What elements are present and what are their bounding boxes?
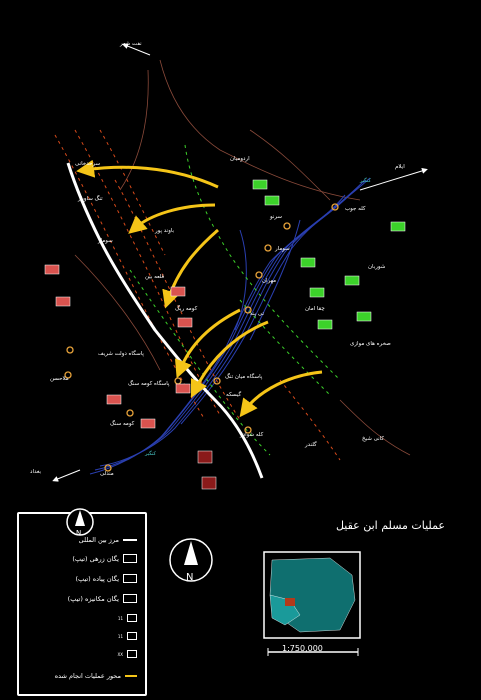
map-title: عملیات مسلم ابن عقیل — [335, 519, 445, 532]
label-shurban: شوربان — [368, 264, 386, 270]
international-border — [68, 163, 265, 478]
svg-text:کنگیر: کنگیر — [145, 451, 156, 457]
label-tang-sabvar: تنگ ساوبار — [78, 196, 103, 202]
label-pasgah-miantang: پاسگاه میان تنگ — [225, 374, 263, 380]
scale-text: 1:750,000 — [282, 644, 323, 653]
iran-units — [253, 180, 405, 329]
label-pasgah-kumeh: پاسگاه کومه سنگ — [128, 381, 170, 387]
label-sumar-b: سومار — [98, 238, 113, 244]
attack-arrow-icon — [125, 675, 137, 677]
label-mollah-hasan: ملاحسن — [50, 376, 69, 382]
armor-brigade-icon — [123, 554, 137, 563]
label-kumeh-sang: کومه سنگ — [110, 421, 135, 427]
label-ilam: ایلام — [395, 164, 405, 170]
label-kolah-chub: کله جوب — [345, 206, 366, 212]
legend-item-unit-a: 11 — [118, 614, 137, 622]
inset-map — [264, 552, 360, 656]
label-sar-rukan: سرحدخانی — [75, 161, 101, 167]
label-tang-e: گلندر — [305, 442, 317, 448]
svg-text:N: N — [186, 572, 194, 583]
legend — [17, 512, 147, 696]
infantry-brigade-icon — [123, 574, 137, 583]
label-bavand-pur: باوند پور — [155, 228, 175, 234]
legend-item-attack: محور عملیات انجام شده — [55, 672, 137, 680]
border-line-icon — [123, 539, 137, 541]
unit-a-icon — [127, 614, 137, 622]
label-chaqa-aman: چقا امان — [305, 306, 325, 312]
river-labels — [144, 177, 372, 457]
legend-item-armor: یگان زرهی (تیپ) — [72, 554, 137, 563]
legend-item-border: مرز بین المللی — [79, 536, 137, 544]
unit-b-icon — [127, 632, 137, 640]
legend-item-infantry: یگان پیاده (تیپ) — [75, 574, 137, 583]
label-mehran: مهران — [262, 278, 277, 284]
legend-north-icon — [65, 504, 95, 540]
label-baghdad: بغداد — [30, 469, 42, 475]
roads — [75, 60, 410, 455]
svg-text:کنگیر: کنگیر — [360, 178, 371, 184]
label-sumar: سومار — [275, 246, 290, 252]
svg-text:N: N — [76, 529, 82, 537]
legend-item-unit-c: XX — [118, 650, 137, 658]
label-sakhreh: صخره های موازی — [350, 341, 391, 347]
label-gisakeh: گیسکه — [226, 392, 242, 398]
iraq-hq — [198, 451, 216, 489]
north-arrow — [170, 539, 212, 583]
label-ardu-mian: اردومیان — [230, 156, 250, 162]
label-pasgah-dowlat: پاسگاه دولت شریف — [98, 351, 144, 357]
legend-item-mechanized: یگان مکانیزه (تیپ) — [68, 594, 137, 603]
label-kani-shikh: کانی شیخ — [362, 436, 384, 442]
label-tooi-paneh: تی پنه — [250, 311, 265, 317]
mechanized-brigade-icon — [123, 594, 137, 603]
label-mandali: مندلی — [100, 471, 114, 477]
label-kalleh-shavadar: کله شوادر — [240, 432, 264, 438]
label-qalleh-bin: قلعه بین — [145, 274, 165, 280]
label-qomeh-rig: کومه ریگ — [175, 306, 198, 312]
label-naft-shahr: نفت شهر — [120, 41, 142, 47]
legend-item-unit-b: 11 — [118, 632, 137, 640]
label-sarnow: سرنو — [270, 214, 283, 220]
unit-c-icon — [127, 650, 137, 658]
attack-axes — [85, 167, 322, 410]
